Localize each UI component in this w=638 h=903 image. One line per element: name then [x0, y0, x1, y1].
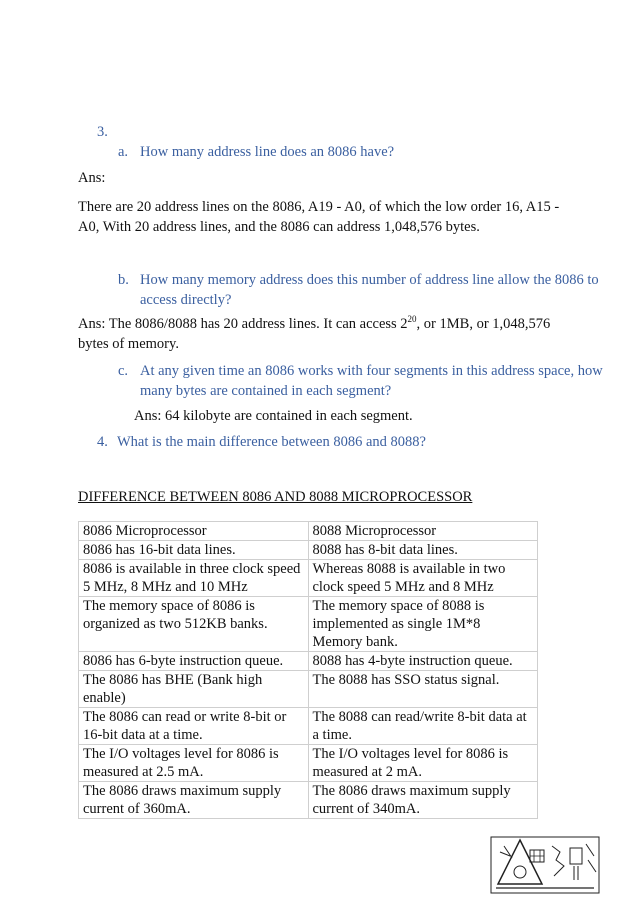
university-logo-icon — [490, 836, 600, 894]
comparison-table — [78, 521, 538, 819]
section-heading: DIFFERENCE BETWEEN 8086 AND 8088 MICROPROCESSOR — [78, 489, 473, 505]
table-cell-8086: 8086 is available in three clock speed 5 MHz, 8 MHz and 10 MHz — [79, 560, 309, 597]
table-row — [79, 560, 538, 597]
table-cell-8086: 8086 has 6-byte instruction queue. — [79, 652, 309, 671]
table-row — [79, 671, 538, 708]
table-cell-8088: The memory space of 8088 is implemented as single 1M*8 Memory bank. — [308, 597, 538, 652]
question-3-number: 3. — [97, 124, 108, 140]
table-row — [79, 708, 538, 745]
answer-3b — [78, 314, 568, 354]
question-4 — [97, 434, 426, 451]
table-header-row — [79, 522, 538, 541]
answer-3b-before: Ans: The 8086/8088 has 20 address lines. It can access 2 — [78, 316, 408, 332]
table-cell-8088: 8088 has 8-bit data lines. — [308, 541, 538, 560]
table-cell-8086: 8086 Microprocessor — [79, 522, 309, 541]
question-3c-text: At any given time an 8086 works with four segments in this address space, how many bytes are contained in each segment? — [140, 363, 603, 399]
table-cell-8088: 8088 has 4-byte instruction queue. — [308, 652, 538, 671]
question-3b-text: How many memory address does this number of address line allow the 8086 to access directly? — [140, 272, 599, 308]
answer-3b-exponent: 20 — [407, 314, 417, 325]
table-cell-8088: 8088 Microprocessor — [308, 522, 538, 541]
table-cell-8086: The 8086 has BHE (Bank high enable) — [79, 671, 309, 708]
question-4-marker: 4. — [97, 434, 108, 450]
table-row — [79, 541, 538, 560]
table-cell-8088: The 8088 can read/write 8-bit data at a time. — [308, 708, 538, 745]
table-cell-8088: The 8086 draws maximum supply current of 340mA. — [308, 782, 538, 819]
question-4-text: What is the main difference between 8086 and 8088? — [117, 434, 426, 450]
question-3b-marker: b. — [118, 272, 129, 288]
answer-3b-after: , or 1MB, or 1,048,576 bytes of memory. — [78, 316, 551, 352]
table-cell-8088: The 8088 has SSO status signal. — [308, 671, 538, 708]
table-row — [79, 782, 538, 819]
question-3c — [118, 361, 610, 401]
answer-label: Ans: — [78, 170, 106, 186]
question-3b — [118, 270, 610, 310]
table-cell-8088: The I/O voltages level for 8086 is measured at 2 mA. — [308, 745, 538, 782]
table-row — [79, 652, 538, 671]
question-3a — [118, 144, 578, 161]
table-cell-8088: Whereas 8088 is available in two clock speed 5 MHz and 8 MHz — [308, 560, 538, 597]
table-cell-8086: The memory space of 8086 is organized as two 512KB banks. — [79, 597, 309, 652]
table-row — [79, 597, 538, 652]
answer-3c: Ans: 64 kilobyte are contained in each segment. — [134, 408, 413, 424]
comparison-table-body — [79, 522, 538, 819]
question-3a-text: How many address line does an 8086 have? — [140, 144, 395, 160]
question-3a-marker: a. — [118, 144, 129, 160]
answer-3a: There are 20 address lines on the 8086, A19 - A0, of which the low order 16, A15 - A0, With 20 address lines, and the 8086 can address 1,048,576 bytes. — [78, 199, 560, 235]
table-cell-8086: The 8086 draws maximum supply current of 360mA. — [79, 782, 309, 819]
table-cell-8086: The 8086 can read or write 8-bit or 16-bit data at a time. — [79, 708, 309, 745]
question-3c-marker: c. — [118, 363, 129, 379]
table-cell-8086: The I/O voltages level for 8086 is measured at 2.5 mA. — [79, 745, 309, 782]
table-cell-8086: 8086 has 16-bit data lines. — [79, 541, 309, 560]
table-row — [79, 745, 538, 782]
